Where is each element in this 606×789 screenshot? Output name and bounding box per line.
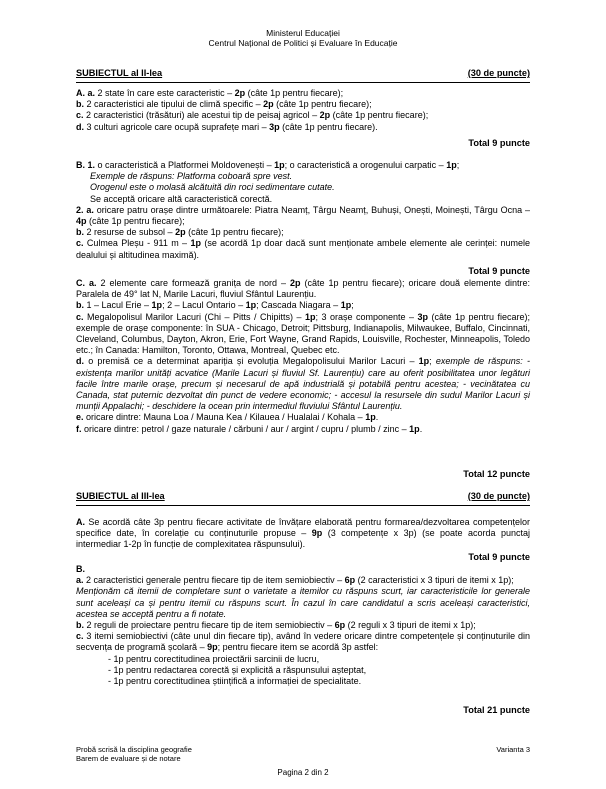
section-3-rule (76, 505, 530, 506)
page-number: Pagina 2 din 2 (277, 768, 329, 777)
section-2-rule (76, 82, 530, 83)
section-3-points: (30 de puncte) (467, 491, 530, 501)
section-2-c-total: Total 12 puncte (463, 469, 530, 479)
header-center: Centrul Național de Politici și Evaluare în Educație (208, 38, 398, 48)
footer-subject: Probă scrisă la disciplina geografie (76, 745, 192, 754)
section-3-title: SUBIECTUL al III-lea (76, 491, 165, 501)
section-3-part-a: A. Se acordă câte 3p pentru fiecare activitate de învățare elaborată pentru formarea/dezvoltarea competențelor specifice date, în corelație cu conținuturile propuse – 9p (3 competențe x 3p) (se poate acorda punctaj intermediar 1-2p în funcție de complexitatea răspunsului). (76, 517, 530, 550)
section-2-a-total: Total 9 puncte (468, 138, 530, 148)
section-2-part-c: C. a. 2 elemente care formează granița de nord – 2p (câte 1p pentru fiecare); oricare două elemente dintre: Paralela de 49° lat N, Marile Lacuri, fluviul Sfântul Laurențiu. b. 1 – Lacul Erie – 1p; 2 – Lacul Ontario – 1p; Cascada Niagara – 1p; c. Megalopolisul Marilor Lacuri (Chi – Pitts / Chipitts) – 1p; 3 orașe componente – 3p (câte 1p pentru fiecare); exemple de orașe componente: în SUA - Chicago, Detroit; Pittsburg, Indianapolis, Milwaukee, Buffalo, Cincinnati, Cleveland, Columbus, Dayton, Akron, Erie, Fort Wayne, Grand Rapids, Louisville, Rochester, Minneapolis, Toledo etc.; în Canada: Hamilton, Toronto, Ottawa, Montreal, Quebec etc. d. o premisă ce a determinat apariția și evoluția Megalopolisului Marilor Lacuri – 1p; exemple de răspuns: - existența marilor unități acvatice (Marile Lacuri și fluviul Sf. Laurențiu) care au oferit posibilitatea unor legături facile între marile orașe, precum și necesarul de apă industrială și potabilă pentru acestea; - vecinătatea cu Canada, stat puternic dezvoltat din punct de vedere economic; - accesul la resursele din sudul Marilor Lacuri și munții Appalachi; - deschidere la ocean prin intermediul fluviului Sfântul Laurențiu. e. oricare dintre: Mauna Loa / Mauna Kea / Kilauea / Hualalai / Kohala – 1p. f. oricare dintre: petrol / gaze naturale / cărbuni / aur / argint / cupru / plumb / zinc – 1p. (76, 278, 531, 434)
section-2-part-a: A. a. 2 state în care este caracteristic – 2p (câte 1p pentru fiecare); b. 2 caracteristici ale tipului de climă specific – 2p (câte 1p pentru fiecare); c. 2 caracteristici (trăsături) ale acestui tip de peisaj agricol – 2p (câte 1p pentru fiecare); d. 3 culturi agricole care ocupă suprafețe mari – 3p (câte 1p pentru fiecare). (76, 88, 429, 132)
section-3-heading (76, 491, 530, 501)
page-header (0, 28, 606, 48)
section-3-a-total: Total 9 puncte (468, 552, 530, 562)
section-3-part-b: B. a. 2 caracteristici generale pentru fiecare tip de item semiobiectiv – 6p (2 caracteristici x 3 tipuri de itemi x 1p); Menționăm că itemii de completare sunt o varietate a itemilor cu răspuns scurt, iar caracteristicile lor generale sunt aceleași ca și pentru itemii cu răspuns scurt. În cazul în care candidatul a scris aceleași caracteristici, acestea se acceptă pentru a fi notate. b. 2 reguli de proiectare pentru fiecare tip de item semiobiectiv – 6p (2 reguli x 3 tipuri de itemi x 1p); c. 3 itemi semiobiectivi (câte unul din fiecare tip), având în vedere oricare dintre competențele și conținuturile din secvența de programă școlară – 9p; pentru fiecare item se acordă 3p astfel: - 1p pentru corectitudinea proiectării sarcinii de lucru, - 1p pentru redactarea corectă și explicită a răspunsului așteptat, - 1p pentru corectitudinea științifică a informației de specialitate. (76, 564, 530, 687)
header-ministry: Ministerul Educației (266, 28, 340, 38)
section-2-heading (76, 68, 530, 78)
section-3-b-total: Total 21 puncte (463, 705, 530, 715)
section-2-b-total: Total 9 puncte (468, 266, 530, 276)
section-2-title: SUBIECTUL al II-lea (76, 68, 163, 78)
section-2-points: (30 de puncte) (467, 68, 530, 78)
footer-barem: Barem de evaluare și de notare (76, 754, 181, 763)
footer-variant: Varianta 3 (496, 745, 530, 754)
section-2-part-b: B. 1. o caracteristică a Platformei Moldovenești – 1p; o caracteristică a orogenului carpatic – 1p; Exemple de răspuns: Platforma coboară spre vest. Orogenul este o molasă alcătuită din roci sedimentare cutate. Se acceptă oricare altă caracteristică corectă. 2. a. oricare patru orașe dintre următoarele: Piatra Neamț, Târgu Neamț, Buhuși, Onești, Moinești, Târgu Ocna – 4p (câte 1p pentru fiecare); b. 2 resurse de subsol – 2p (câte 1p pentru fiecare); c. Culmea Pleșu - 911 m – 1p (se acordă 1p doar dacă sunt menționate ambele elemente ale cerinței: numele dealului și altitudinea maximă). (76, 160, 530, 260)
footer-left (76, 745, 192, 763)
